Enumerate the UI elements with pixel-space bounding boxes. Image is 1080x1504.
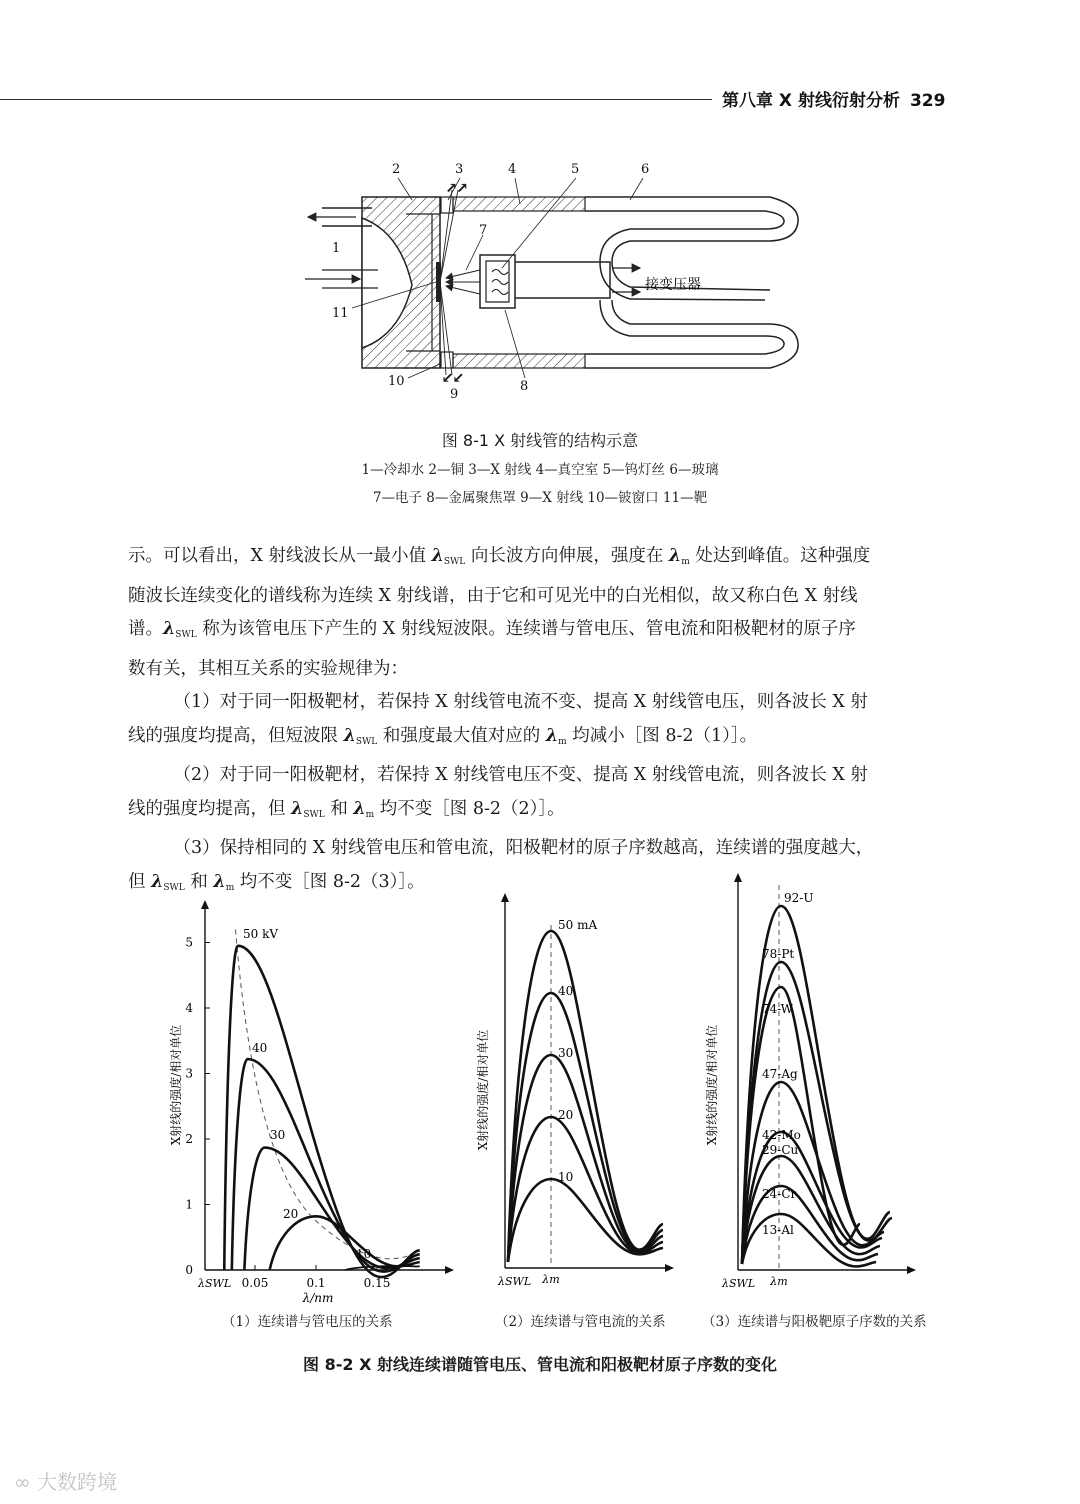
series-label: 10 [356,1247,372,1261]
chart-current [470,885,680,1305]
label-11: 11 [332,306,349,321]
xray-tube-diagram [300,155,820,405]
x-axis-title: λ/nm [302,1291,334,1305]
label-8: 8 [520,379,529,394]
x-tick-label: 0.05 [241,1276,269,1290]
series-label: 13-Al [762,1223,794,1237]
x-origin-label: λSWL [198,1277,232,1290]
figure-8-2-title: 图 8-2 X 射线连续谱随管电压、管电流和阳极靶材原子序数的变化 [303,1355,777,1374]
chart-3-caption: （3）连续谱与阳极靶原子序数的关系 [702,1314,927,1330]
series-label: 20 [558,1108,574,1122]
series-line [742,1214,876,1266]
series-label: 92-U [784,891,814,905]
series-label: 30 [270,1128,286,1142]
y-tick-label: 5 [185,935,193,950]
x-tick-label-swl: λSWL [722,1277,756,1290]
label-9: 9 [450,387,459,402]
chart-atomic-number [700,865,925,1305]
electron-beam [446,270,480,294]
chart-2-caption: （2）连续谱与管电流的关系 [495,1314,666,1330]
watermark-logo: ∞ 大数跨境 [14,1470,118,1494]
y-tick-label: 1 [185,1197,193,1212]
page-number: 329 [909,91,946,111]
x-axis-arrow [445,1266,454,1274]
y-axis-title: X射线的强度/相对单位 [705,1024,719,1146]
label-5: 5 [571,162,580,177]
y-tick-label: 2 [185,1132,193,1146]
series-label: 29-Cu [762,1143,799,1157]
svg-text:↙↙: ↙↙ [442,371,464,386]
figure-8-1-legend-line-1: 1—冷却水 2—铜 3—X 射线 4—真空室 5—钨灯丝 6—玻璃 [361,462,719,478]
header-rule [0,99,712,100]
series-label: 42-Mo [762,1128,801,1142]
label-3: 3 [455,162,464,177]
paragraph-1: 示。可以看出，X 射线波长从一最小值 $\lambda_{SWL}$ 向长波方向伸展，强度在 $\lambda_m$ 处达到峰值。这种强度 随波长连续变化的谱线称为连续 X 射线谱，由于它和可见光中的白光相似，故又称白色 X 射线 谱。$\lambda_{SWL}$ 称为该管电压下产生的 X 射线短波限。连续谱与管电压、管电流和阳极靶材的原子序 数有关，其相互关系的实验规律为： [128,546,871,679]
y-axis-title: X射线的强度/相对单位 [169,1024,183,1146]
label-10: 10 [388,374,405,389]
x-tick-label-swl: λSWL [498,1275,532,1288]
chart-1-caption: （1）连续谱与管电压的关系 [222,1314,393,1330]
x-axis-arrow [907,1266,916,1274]
chapter-title: 第八章 X 射线衍射分析 [722,91,900,111]
label-6: 6 [641,162,650,177]
x-tick-label: 0.1 [306,1276,326,1290]
label-4: 4 [508,162,517,177]
series-label: 47-Ag [762,1067,798,1081]
label-1: 1 [332,241,341,256]
y-axis-arrow [734,873,742,882]
series-line [508,931,663,1262]
x-tick-label-m: λm [542,1273,560,1286]
focusing-cup [480,255,610,308]
x-tick-label: 0.15 [363,1276,391,1290]
y-axis-title: X射线的强度/相对单位 [476,1029,490,1151]
copper-anode [362,197,440,368]
series-label: 24-Cr [762,1187,797,1201]
label-7: 7 [479,223,488,238]
paragraph-4: （3）保持相同的 X 射线管电压和管电流，阳极靶材的原子序数越高，连续谱的强度越大， 但 $\lambda_{SWL}$ 和 $\lambda_m$ 均不变［图 8-2（3）］。 [128,838,874,893]
glass-envelope [453,197,798,368]
body-text [128,540,956,905]
x-axis-arrow [665,1264,674,1272]
transformer-label: 接变压器 [645,277,701,293]
series-label: 74-W [762,1002,794,1016]
paragraph-3: （2）对于同一阳极靶材，若保持 X 射线管电压不变、提高 X 射线管电流，则各波长 X 射 线的强度均提高，但 $\lambda_{SWL}$ 和 $\lambda_m$ 均不变［图 8-2（2）］。 [128,765,868,820]
label-2: 2 [392,162,401,177]
series-label: 40 [558,984,574,998]
chart-voltage [165,885,455,1305]
figure-8-1-caption: 图 8-1 X 射线管的结构示意 [441,431,639,450]
series-line [232,1059,420,1271]
paragraph-2: （1）对于同一阳极靶材，若保持 X 射线管电流不变、提高 X 射线管电压，则各波长 X 射 线的强度均提高，但短波限 $\lambda_{SWL}$ 和强度最大值对应的 $\lambda_m$ 均减小［图 8-2（1）］。 [128,692,868,747]
series-label: 78-Pt [762,947,795,961]
running-header [722,86,945,111]
y-tick-label: 3 [185,1066,193,1081]
y-axis-arrow [201,900,209,909]
x-tick-label-m: λm [770,1275,788,1288]
y-tick-label: 0 [185,1263,193,1277]
series-label: 50 kV [243,927,279,941]
series-label: 30 [558,1046,574,1060]
figure-8-1-legend-line-2: 7—电子 8—金属聚焦罩 9—X 射线 10—铍窗口 11—靶 [372,490,708,506]
svg-text:↗↗: ↗↗ [446,181,468,196]
y-axis-arrow [501,893,509,902]
y-tick-label: 4 [185,1001,193,1015]
peak-locus-dashed [235,929,419,1258]
series-label: 50 mA [558,918,598,932]
series-label: 10 [558,1170,574,1184]
series-label: 20 [283,1207,299,1221]
series-label: 40 [252,1041,268,1055]
series-line [224,946,419,1277]
